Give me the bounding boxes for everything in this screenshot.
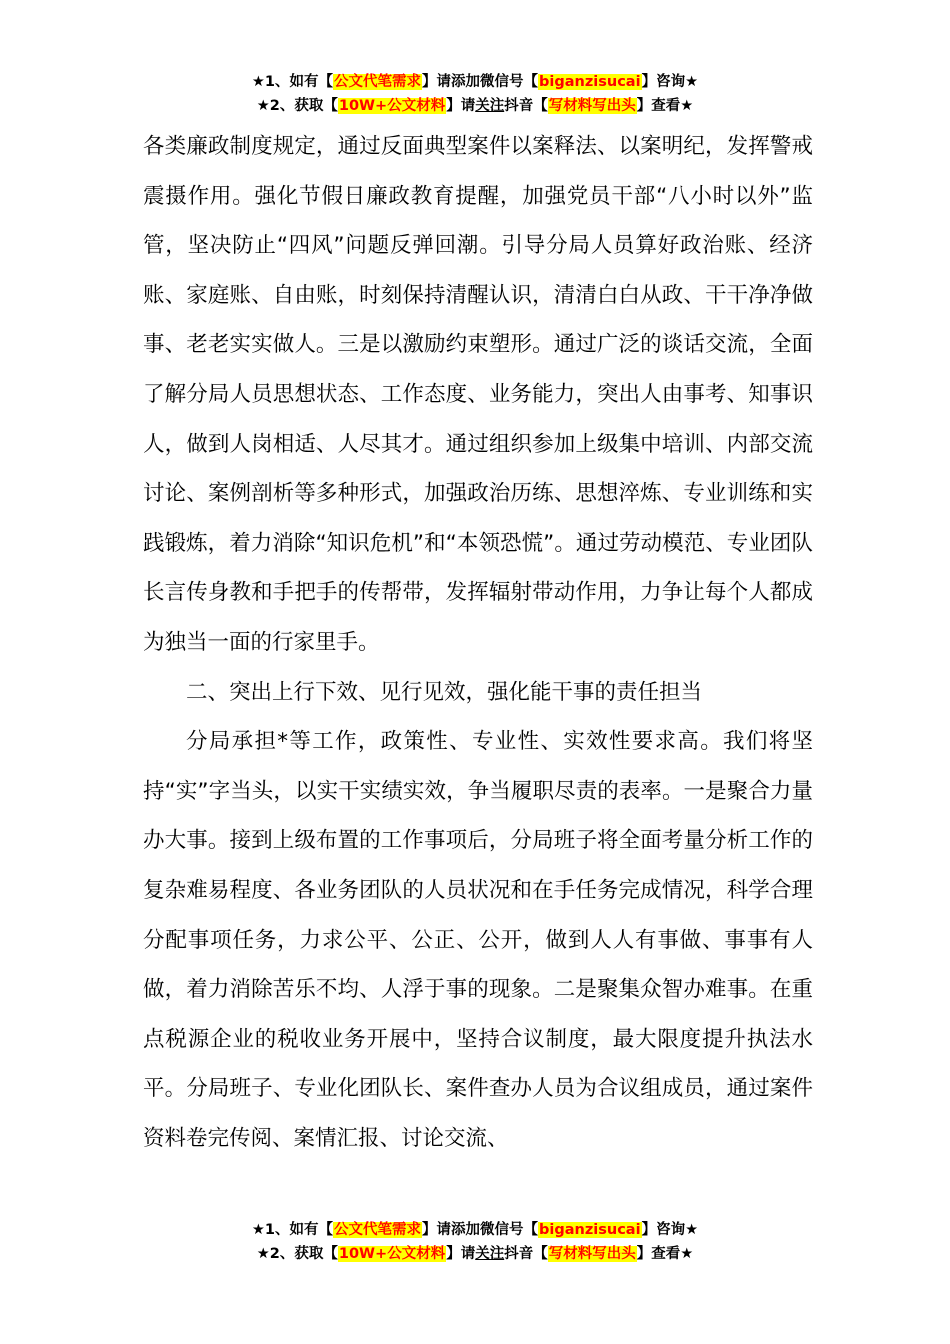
promo-text: 】请 <box>422 1222 452 1238</box>
promo-line-2 <box>0 94 950 118</box>
highlight-text: 10W+公文材料 <box>338 98 446 114</box>
promo-banner-top <box>0 70 950 118</box>
promo-text: ★1、如有【 <box>251 74 334 90</box>
section-heading: 二、突出上行下效、见行见效，强化能干事的责任担当 <box>186 679 703 705</box>
promo-text: 】请 <box>446 98 476 114</box>
promo-line-1 <box>0 1218 950 1242</box>
wechat-id: biganzisucai <box>539 74 641 90</box>
promo-text: 抖音【 <box>504 1246 548 1262</box>
douyin-id: 写材料写出头 <box>548 98 636 114</box>
paragraph: 分局承担*等工作，政策性、专业性、实效性要求高。我们将坚持“实”字当头，以实干实绩实效，争当履职尽责的表率。一是聚合力量办大事。接到上级布置的工作事项后，分局班子将全面考量分析工作的复杂难易程度、各业务团队的人员状况和在手任务完成情况，科学合理分配事项任务，力求公平、公正、公开，做到人人有事做、事事有人做，着力消除苦乐不均、人浮于事的现象。二是聚集众智办难事。在重点税源企业的税收业务开展中，坚持合议制度，最大限度提升执法水平。分局班子、专业化团队长、案件查办人员为合议组成员，通过案件资料卷完传阅、案情汇报、讨论交流、 <box>143 729 813 1151</box>
promo-line-2 <box>0 1242 950 1266</box>
emphasis-text: 添加 <box>451 1222 481 1238</box>
highlight-text: 10W+公文材料 <box>338 1246 446 1262</box>
wechat-id: biganzisucai <box>539 1222 641 1238</box>
emphasis-text: 添加 <box>451 74 481 90</box>
promo-text: 】请 <box>422 74 452 90</box>
emphasis-text: 关注 <box>475 98 505 114</box>
promo-text: 】查看★ <box>636 1246 694 1262</box>
douyin-id: 写材料写出头 <box>548 1246 636 1262</box>
promo-text: ★2、获取【 <box>256 98 338 114</box>
highlight-text: 公文代笔需求 <box>334 74 422 90</box>
promo-text: 】查看★ <box>636 98 694 114</box>
promo-text: 】请 <box>446 1246 476 1262</box>
promo-text: 抖音【 <box>504 98 548 114</box>
paragraph: 各类廉政制度规定，通过反面典型案件以案释法、以案明纪，发挥警戒震摄作用。强化节假日廉政教育提醒，加强党员干部“八小时以外”监管，坚决防止“四风”问题反弹回潮。引导分局人员算好政治账、经济账、家庭账、自由账，时刻保持清醒认识，清清白白从政、干干净净做事、老老实实做人。三是以激励约束塑形。通过广泛的谈话交流，全面了解分局人员思想状态、工作态度、业务能力，突出人由事考、知事识人，做到人岗相适、人尽其才。通过组织参加上级集中培训、内部交流讨论、案例剖析等多种形式，加强政治历练、思想淬炼、专业训练和实践锻炼，着力消除“知识危机”和“本领恐慌”。通过劳动模范、专业团队长言传身教和手把手的传帮带，发挥辐射带动作用，力争让每个人都成为独当一面的行家里手。 <box>143 134 813 655</box>
promo-text: ★2、获取【 <box>256 1246 338 1262</box>
promo-text: ★1、如有【 <box>251 1222 334 1238</box>
promo-text: 微信号【 <box>480 74 539 90</box>
document-body <box>143 122 813 1163</box>
promo-banner-bottom <box>0 1218 950 1266</box>
emphasis-text: 关注 <box>475 1246 505 1262</box>
highlight-text: 公文代笔需求 <box>334 1222 422 1238</box>
promo-text: 微信号【 <box>480 1222 539 1238</box>
promo-text: 】咨询★ <box>641 1222 699 1238</box>
promo-text: 】咨询★ <box>641 74 699 90</box>
promo-line-1 <box>0 70 950 94</box>
